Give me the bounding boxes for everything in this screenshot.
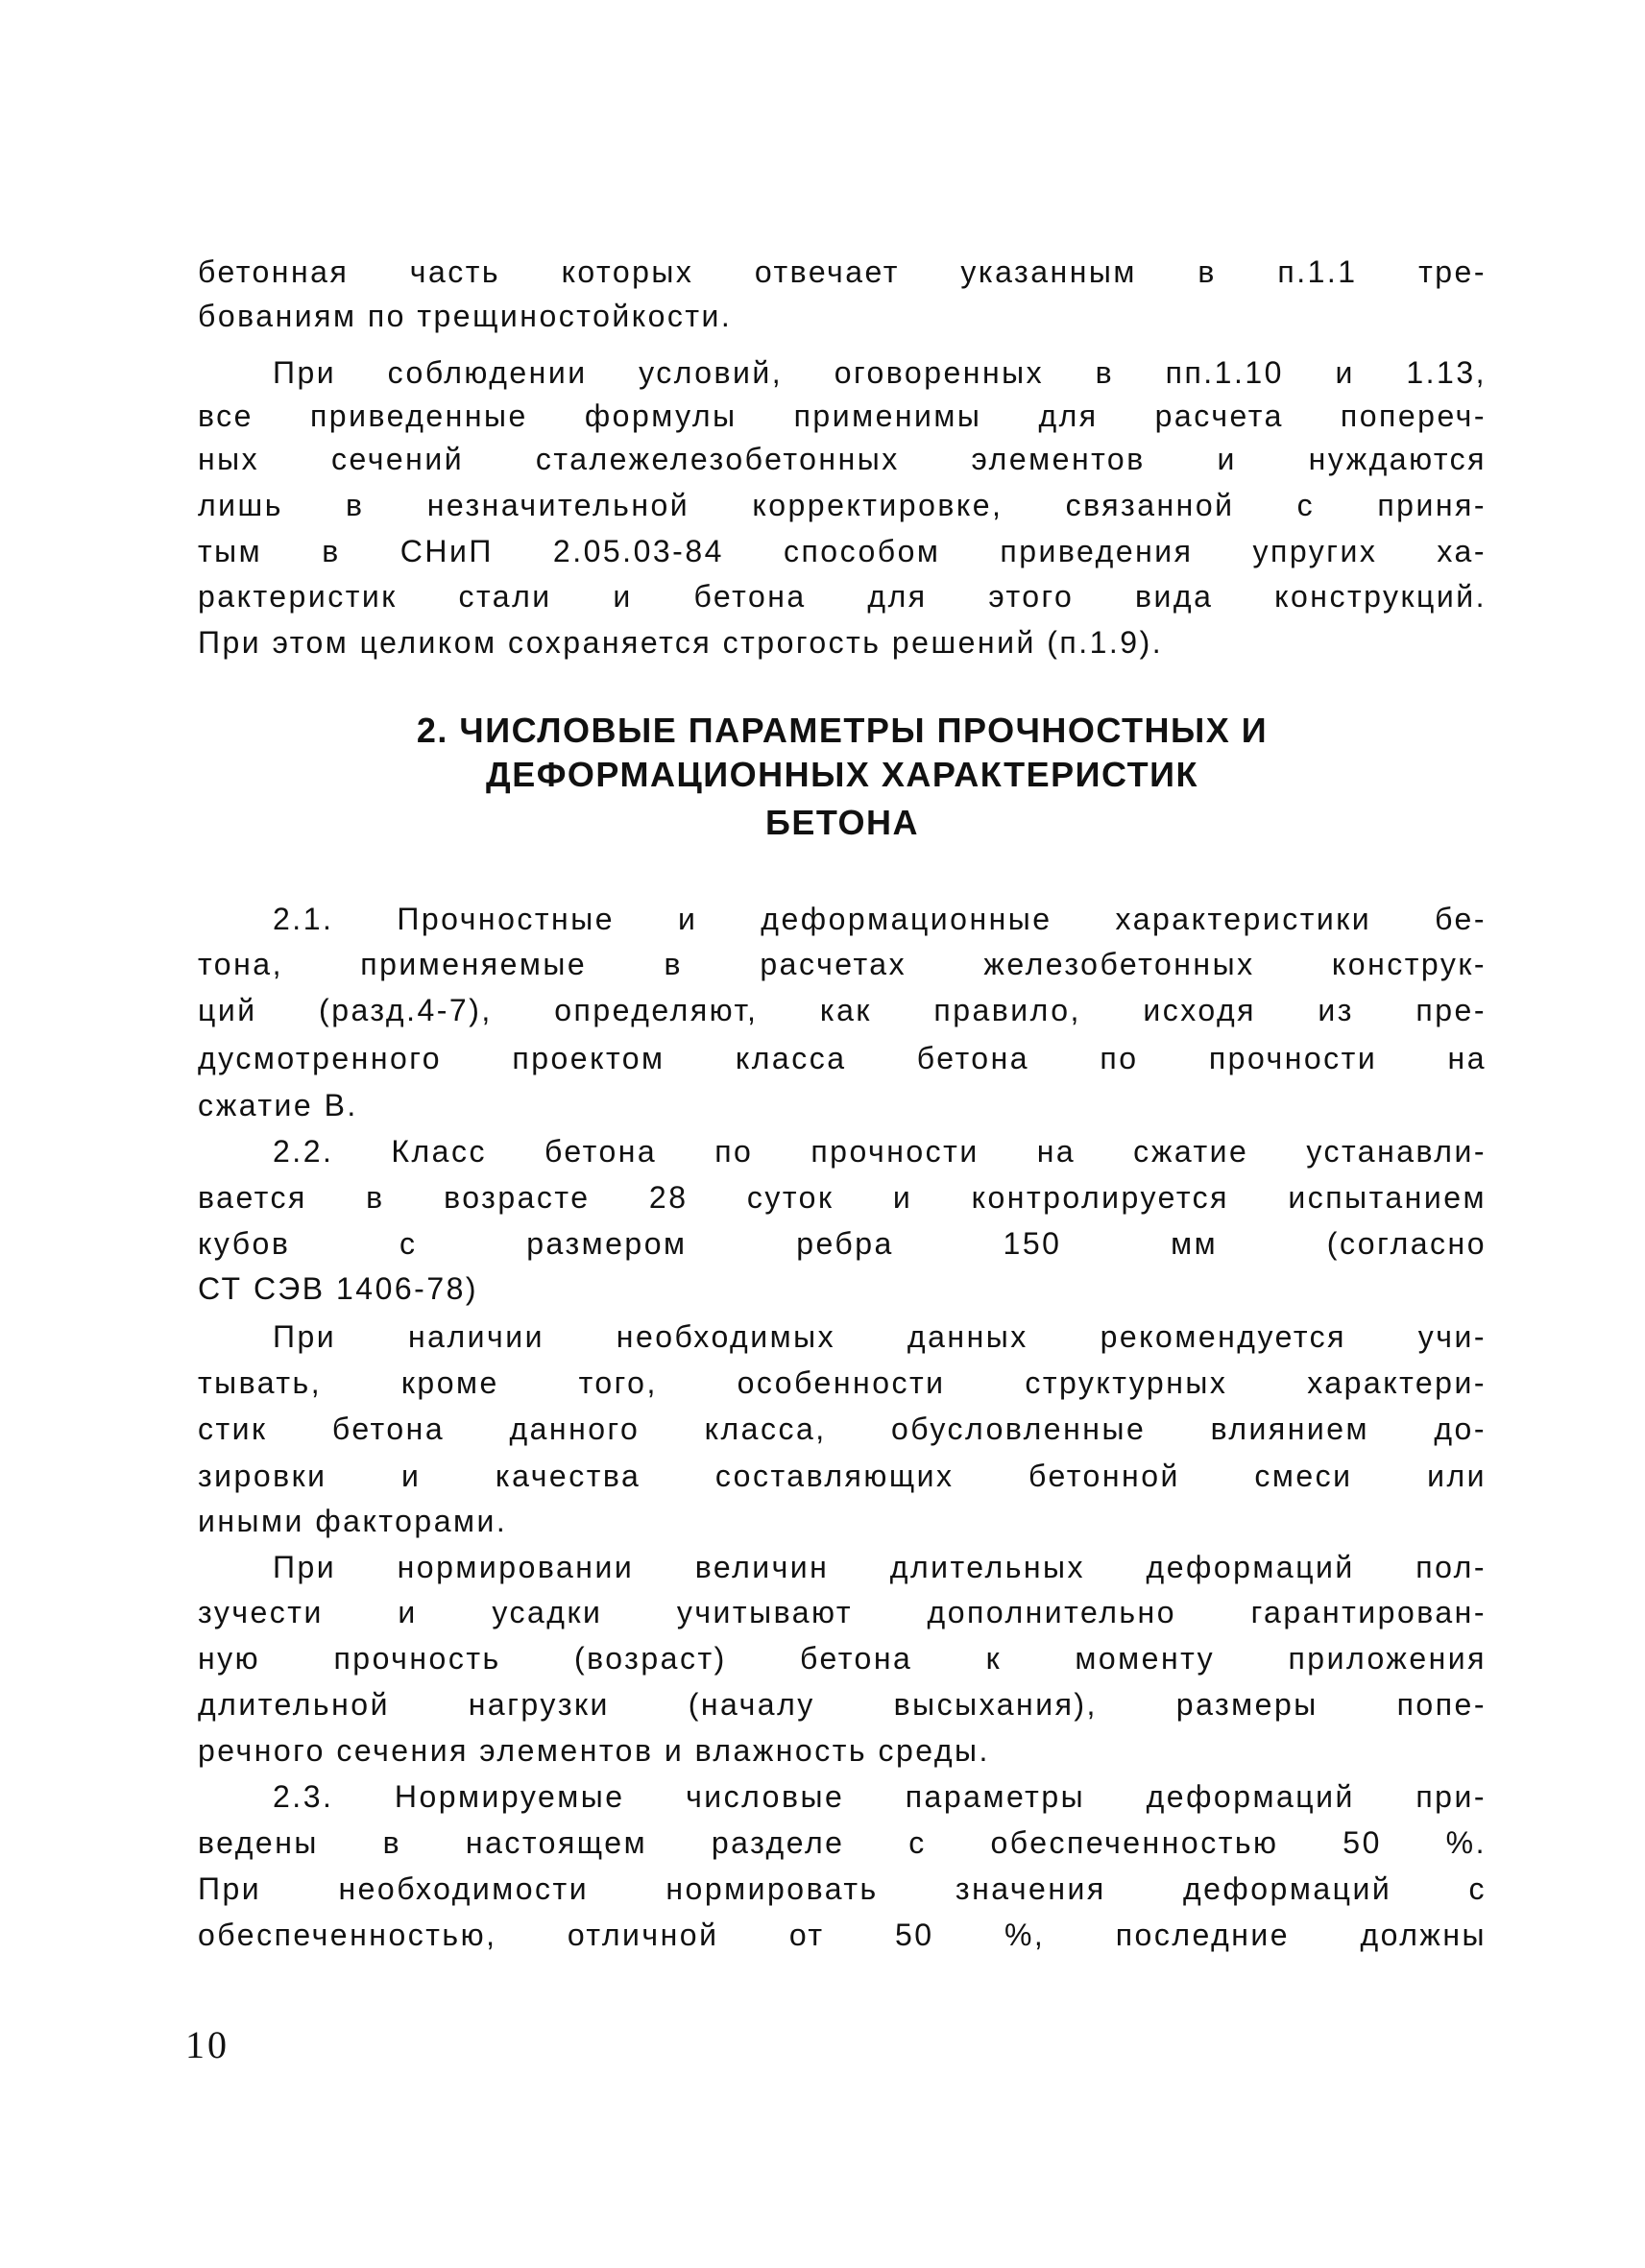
paragraph-line: вается в возрасте 28 суток и контролируется испытанием: [198, 1180, 1487, 1215]
paragraph-line: обеспеченностью, отличной от 50 %, последние должны: [198, 1918, 1487, 1952]
paragraph-line: При необходимости нормировать значения деформаций с: [198, 1871, 1487, 1906]
paragraph-line: ведены в настоящем разделе с обеспеченностью 50 %.: [198, 1825, 1487, 1860]
paragraph-line: При наличии необходимых данных рекомендуется учи-: [273, 1319, 1487, 1354]
paragraph-line: При нормировании величин длительных деформаций пол-: [273, 1550, 1487, 1584]
heading-line: ДЕФОРМАЦИОННЫХ ХАРАКТЕРИСТИК: [486, 755, 1198, 794]
paragraph-line: При соблюдении условий, оговоренных в пп.1.10 и 1.13,: [273, 355, 1487, 390]
paragraph-line: 2.2. Класс бетона по прочности на сжатие устанавли-: [273, 1134, 1487, 1169]
paragraph-line: зучести и усадки учитывают дополнительно гарантирован-: [198, 1595, 1487, 1629]
paragraph-line: тым в СНиП 2.05.03-84 способом приведения упругих ха-: [198, 534, 1487, 568]
paragraph-line: При этом целиком сохраняется строгость решений (п.1.9).: [198, 625, 1164, 660]
paragraph-line: лишь в незначительной корректировке, связанной с приня-: [198, 488, 1487, 522]
paragraph-line: ную прочность (возраст) бетона к моменту приложения: [198, 1641, 1487, 1676]
paragraph-line: речного сечения элементов и влажность среды.: [198, 1733, 990, 1768]
paragraph-line: 2.3. Нормируемые числовые параметры деформаций при-: [273, 1779, 1487, 1814]
paragraph-line: стик бетона данного класса, обусловленные влиянием до-: [198, 1411, 1487, 1446]
paragraph-line: бетонная часть которых отвечает указанным в п.1.1 тре-: [198, 254, 1487, 289]
paragraph-line: дусмотренного проектом класса бетона по прочности на: [198, 1041, 1487, 1075]
paragraph-line: бованиям по трещиностойкости.: [198, 299, 733, 333]
paragraph-line: 2.1. Прочностные и деформационные характеристики бе-: [273, 902, 1487, 936]
paragraph-line: ций (разд.4-7), определяют, как правило, исходя из пре-: [198, 993, 1487, 1027]
paragraph-line: сжатие В.: [198, 1088, 358, 1122]
heading-line: БЕТОНА: [765, 803, 919, 842]
paragraph-line: рактеристик стали и бетона для этого вида конструкций.: [198, 579, 1487, 614]
paragraph-line: зировки и качества составляющих бетонной смеси или: [198, 1459, 1487, 1493]
paragraph-line: все приведенные формулы применимы для расчета попереч-: [198, 398, 1487, 433]
paragraph-line: ных сечений сталежелезобетонных элементов и нуждаются: [198, 442, 1487, 476]
paragraph-line: кубов с размером ребра 150 мм (согласно: [198, 1226, 1487, 1261]
page-number: 10: [185, 2023, 230, 2066]
paragraph-line: иными факторами.: [198, 1504, 508, 1538]
paragraph-line: длительной нагрузки (началу высыхания), размеры попе-: [198, 1687, 1487, 1722]
paragraph-line: тона, применяемые в расчетах железобетонных конструк-: [198, 947, 1487, 981]
heading-line: 2. ЧИСЛОВЫЕ ПАРАМЕТРЫ ПРОЧНОСТНЫХ И: [416, 711, 1269, 750]
paragraph-line: тывать, кроме того, особенности структурных характери-: [198, 1365, 1487, 1400]
paragraph-line: СТ СЭВ 1406-78): [198, 1271, 479, 1306]
